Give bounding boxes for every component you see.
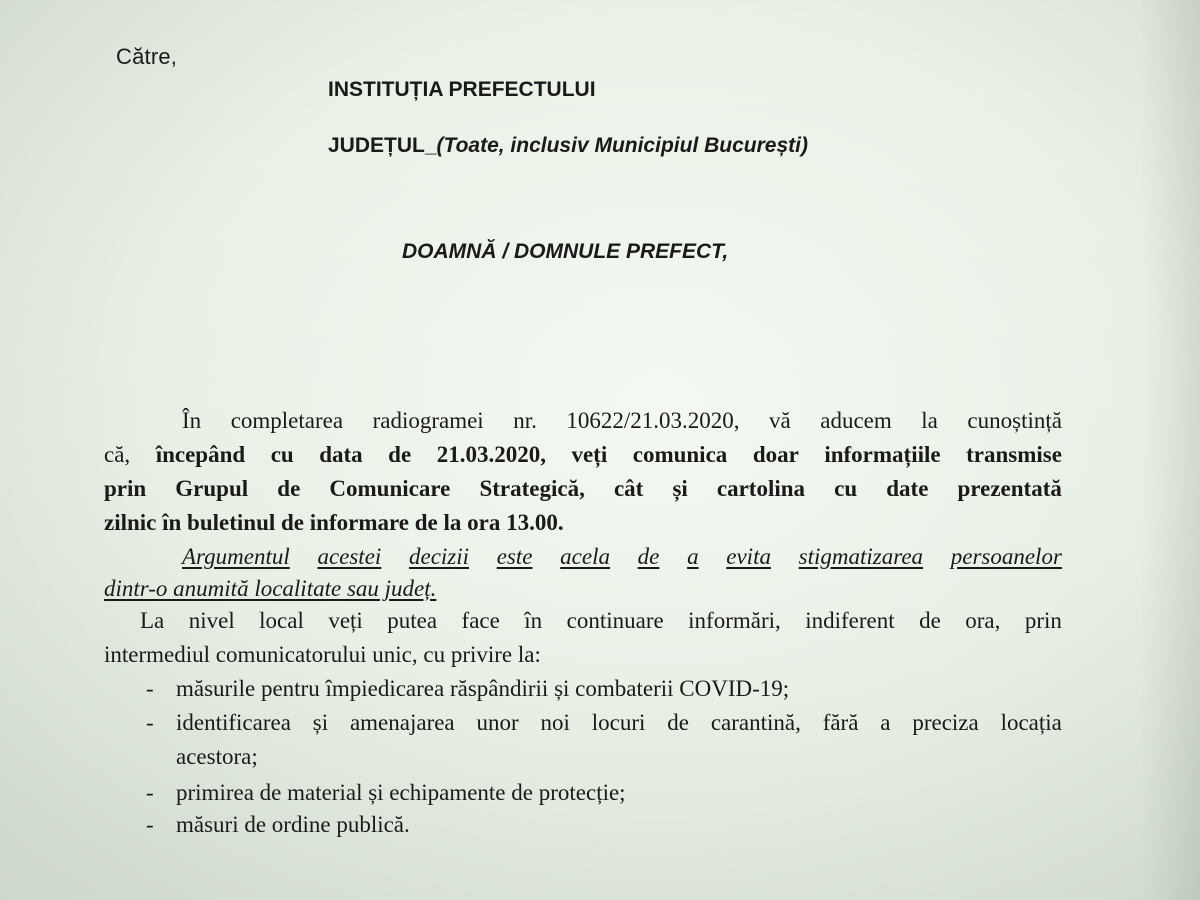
word: începând — [155, 442, 246, 467]
word: transmise — [966, 442, 1062, 467]
word: noi — [540, 710, 570, 735]
word: de — [637, 544, 660, 569]
county-line — [328, 134, 808, 158]
word: local — [259, 608, 304, 633]
addressee-label: Către, — [116, 44, 178, 69]
word: a — [687, 544, 699, 569]
word: în — [524, 608, 543, 633]
word: indiferent — [805, 608, 895, 633]
word: de — [667, 710, 689, 735]
word: radiogramei — [372, 408, 484, 433]
paragraph1-line3 — [104, 476, 1062, 502]
paragraph2-line2: dintr-o anumită localitate sau județ. — [104, 576, 437, 601]
word: locația — [1000, 710, 1062, 735]
list-item-4: măsuri de ordine publică. — [176, 812, 410, 837]
paragraph3-line1 — [140, 608, 1062, 634]
list-dash: - — [146, 710, 154, 735]
word: doar — [752, 442, 799, 467]
word: cunoștință — [967, 408, 1062, 433]
list-dash: - — [146, 780, 154, 805]
word: a — [880, 710, 891, 735]
word: 21.03.2020, — [436, 442, 546, 467]
word: de — [919, 608, 941, 633]
word: comunica — [632, 442, 728, 467]
list-dash: - — [146, 676, 154, 701]
word: vă — [769, 408, 791, 433]
word: La — [140, 608, 165, 633]
paragraph1-line2 — [104, 442, 1062, 468]
institution-title: INSTITUȚIA PREFECTULUI — [328, 78, 596, 101]
page-shadow — [1140, 0, 1200, 900]
word: preciza — [912, 710, 979, 735]
word: Grupul — [175, 476, 249, 501]
list-item-3: primirea de material și echipamente de protecție; — [176, 780, 626, 805]
word: fără — [822, 710, 859, 735]
word: veți — [328, 608, 363, 633]
word: informațiile — [824, 442, 941, 467]
word: prin — [1024, 608, 1062, 633]
word: Argumentul — [182, 544, 290, 569]
word: identificarea — [176, 710, 291, 735]
word: cu — [834, 476, 858, 501]
word: cartolina — [716, 476, 806, 501]
list-dash: - — [146, 812, 154, 837]
word: data — [319, 442, 363, 467]
paragraph3-line2: intermediul comunicatorului unic, cu privire la: — [104, 642, 541, 667]
paragraph1-line4: zilnic în buletinul de informare de la ora 13.00. — [104, 510, 564, 535]
county-note: (Toate, inclusiv Municipiul București) — [436, 134, 808, 157]
word: și — [672, 476, 688, 501]
word: de — [277, 476, 301, 501]
paragraph2-line1 — [182, 544, 1062, 570]
word: persoanelor — [950, 544, 1062, 569]
word: stigmatizarea — [798, 544, 924, 569]
word: Comunicare — [329, 476, 451, 501]
word: face — [461, 608, 500, 633]
word: Strategică, — [479, 476, 585, 501]
word: nivel — [188, 608, 235, 633]
word: prin — [104, 476, 147, 501]
county-label: JUDEȚUL_ — [328, 134, 437, 157]
word: cu — [270, 442, 294, 467]
word: și — [312, 710, 329, 735]
word: evita — [726, 544, 771, 569]
word: nr. — [513, 408, 537, 433]
word: de — [388, 442, 412, 467]
word: informări, — [688, 608, 781, 633]
word: completarea — [230, 408, 344, 433]
word: este — [496, 544, 533, 569]
word: locuri — [591, 710, 646, 735]
word: putea — [387, 608, 438, 633]
word: veți — [571, 442, 608, 467]
paragraph1-line1 — [182, 408, 1062, 434]
word: acela — [560, 544, 610, 569]
word: decizii — [408, 544, 470, 569]
word: carantină, — [710, 710, 801, 735]
word: În — [182, 408, 202, 433]
word: amenajarea — [349, 710, 455, 735]
word: 10622/21.03.2020, — [566, 408, 740, 433]
list-item-2-line2: acestora; — [176, 744, 258, 769]
word: acestei — [317, 544, 382, 569]
word: că, — [104, 442, 131, 467]
salutation: DOAMNĂ / DOMNULE PREFECT, — [402, 240, 729, 263]
word: date — [886, 476, 929, 501]
word: la — [921, 408, 938, 433]
word: continuare — [566, 608, 664, 633]
word: aducem — [820, 408, 892, 433]
word: ora, — [965, 608, 1001, 633]
list-item-1: măsurile pentru împiedicarea răspândirii și combaterii COVID-19; — [176, 676, 790, 701]
word: prezentată — [957, 476, 1062, 501]
word: cât — [613, 476, 644, 501]
list-item-2-line1 — [176, 710, 1062, 736]
word: unor — [476, 710, 519, 735]
